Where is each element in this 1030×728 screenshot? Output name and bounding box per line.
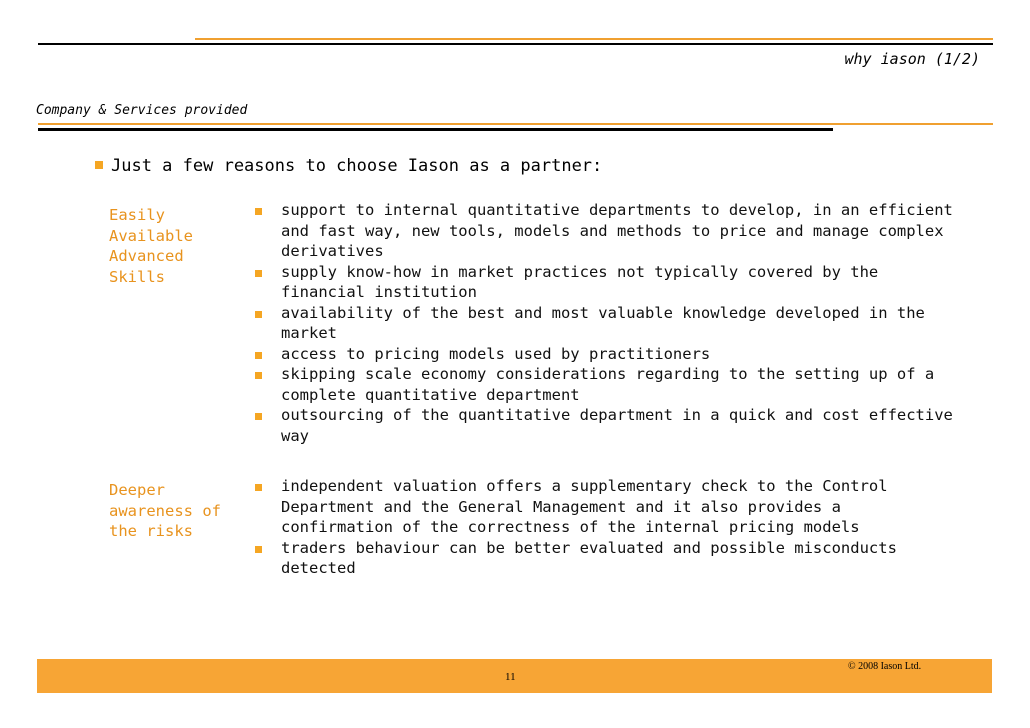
group-label-deeper-awareness: Deeper awareness of the risks (109, 481, 221, 540)
bullet-square-icon (255, 311, 262, 318)
list-item: access to pricing models used by practitioners (255, 344, 955, 365)
bullet-square-icon (255, 352, 262, 359)
list-item: outsourcing of the quantitative department in a quick and cost effective way (255, 405, 955, 446)
list-item: traders behaviour can be better evaluated and possible misconducts detected (255, 538, 955, 579)
bullet-square-icon (255, 484, 262, 491)
list-item: support to internal quantitative departments to develop, in an efficient and fast way, new tools, models and methods to price and manage complex derivatives (255, 200, 955, 262)
list-item: availability of the best and most valuable knowledge developed in the market (255, 303, 955, 344)
bullet-square-icon (255, 372, 262, 379)
bullet-square-icon (255, 270, 262, 277)
section-rule-black (38, 128, 833, 131)
list-item: skipping scale economy considerations regarding to the setting up of a complete quantitative department (255, 364, 955, 405)
section-rule-orange (38, 123, 993, 125)
main-bullet-text: Just a few reasons to choose Iason as a partner: (111, 156, 603, 176)
copyright: © 2008 Iason Ltd. (848, 661, 922, 672)
section-label: Company & Services provided (36, 103, 248, 118)
list-item: independent valuation offers a supplementary check to the Control Department and the General Management and it also provides a confirmation of the correctness of the internal pricing models (255, 476, 955, 538)
bullet-square-icon (95, 161, 103, 169)
main-bullet (95, 156, 602, 176)
header-rule-orange (195, 38, 993, 40)
group-label-easily-available: Easily Available Advanced Skills (109, 206, 193, 286)
bullet-square-icon (255, 208, 262, 215)
list-item: supply know-how in market practices not typically covered by the financial institution (255, 262, 955, 303)
bullet-square-icon (255, 413, 262, 420)
group-list-easily-available (255, 200, 955, 446)
bullet-square-icon (255, 546, 262, 553)
header-rule-black (38, 43, 993, 45)
group-list-deeper-awareness (255, 476, 955, 579)
slide-title: why iason (1/2) (844, 50, 980, 68)
page-number: 11 (505, 671, 516, 683)
